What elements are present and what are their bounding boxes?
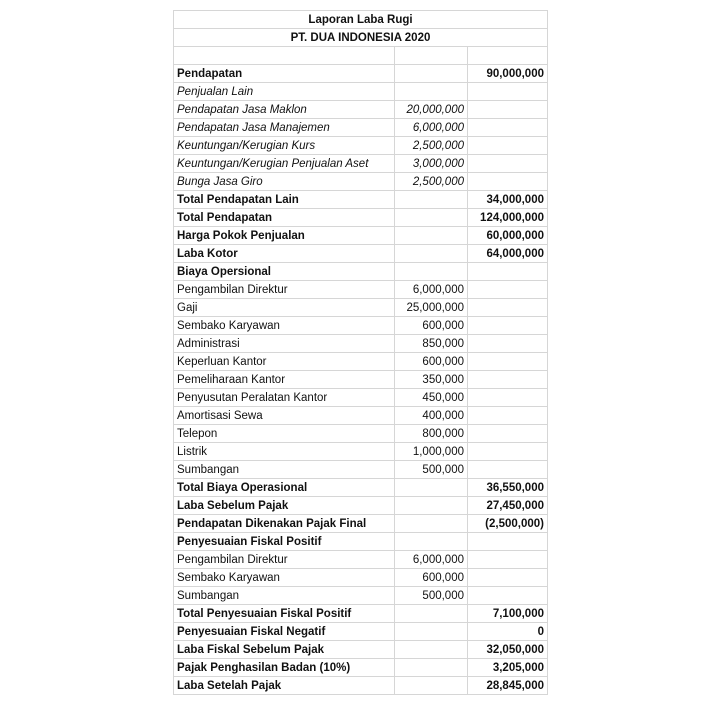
row-total xyxy=(468,425,548,443)
statement-row xyxy=(174,263,548,281)
statement-row xyxy=(174,101,548,119)
statement-row xyxy=(174,119,548,137)
row-label: Pendapatan Jasa Maklon xyxy=(174,101,395,119)
row-total: 3,205,000 xyxy=(468,659,548,677)
statement-row xyxy=(174,497,548,515)
row-total xyxy=(468,317,548,335)
row-subamount: 400,000 xyxy=(395,407,468,425)
row-subamount: 3,000,000 xyxy=(395,155,468,173)
row-total: 34,000,000 xyxy=(468,191,548,209)
row-subamount xyxy=(395,659,468,677)
row-subamount: 25,000,000 xyxy=(395,299,468,317)
row-total: 124,000,000 xyxy=(468,209,548,227)
row-label: Total Pendapatan Lain xyxy=(174,191,395,209)
row-label: Penyesuaian Fiskal Negatif xyxy=(174,623,395,641)
row-subamount: 6,000,000 xyxy=(395,119,468,137)
row-total xyxy=(468,299,548,317)
row-subamount xyxy=(395,533,468,551)
row-total: (2,500,000) xyxy=(468,515,548,533)
statement-row xyxy=(174,65,548,83)
row-total xyxy=(468,389,548,407)
row-label: Harga Pokok Penjualan xyxy=(174,227,395,245)
row-total xyxy=(468,173,548,191)
row-subamount: 500,000 xyxy=(395,461,468,479)
row-subamount xyxy=(395,605,468,623)
row-total: 32,050,000 xyxy=(468,641,548,659)
row-label: Sembako Karyawan xyxy=(174,569,395,587)
row-total xyxy=(468,335,548,353)
row-subamount xyxy=(395,191,468,209)
row-label: Pengambilan Direktur xyxy=(174,551,395,569)
row-label: Biaya Opersional xyxy=(174,263,395,281)
blank-row xyxy=(174,47,548,65)
row-label: Laba Setelah Pajak xyxy=(174,677,395,695)
row-label: Pajak Penghasilan Badan (10%) xyxy=(174,659,395,677)
row-total: 64,000,000 xyxy=(468,245,548,263)
row-subamount xyxy=(395,83,468,101)
statement-row xyxy=(174,533,548,551)
row-subamount: 600,000 xyxy=(395,569,468,587)
row-total xyxy=(468,137,548,155)
row-label: Pemeliharaan Kantor xyxy=(174,371,395,389)
row-label: Keperluan Kantor xyxy=(174,353,395,371)
row-label: Laba Fiskal Sebelum Pajak xyxy=(174,641,395,659)
row-total: 0 xyxy=(468,623,548,641)
row-total xyxy=(468,281,548,299)
income-statement-sheet xyxy=(173,10,548,695)
statement-row xyxy=(174,587,548,605)
row-subamount: 1,000,000 xyxy=(395,443,468,461)
row-subamount xyxy=(395,263,468,281)
row-label: Telepon xyxy=(174,425,395,443)
row-total xyxy=(468,407,548,425)
statement-row xyxy=(174,407,548,425)
statement-row xyxy=(174,479,548,497)
row-subamount: 600,000 xyxy=(395,317,468,335)
row-subamount: 350,000 xyxy=(395,371,468,389)
statement-row xyxy=(174,623,548,641)
row-label: Sumbangan xyxy=(174,587,395,605)
row-total xyxy=(468,101,548,119)
row-label: Sembako Karyawan xyxy=(174,317,395,335)
row-total xyxy=(468,461,548,479)
statement-row xyxy=(174,317,548,335)
row-total: 27,450,000 xyxy=(468,497,548,515)
row-total xyxy=(468,119,548,137)
row-label: Laba Sebelum Pajak xyxy=(174,497,395,515)
row-subamount: 6,000,000 xyxy=(395,281,468,299)
statement-row xyxy=(174,281,548,299)
blank-cell xyxy=(468,47,548,65)
statement-row xyxy=(174,389,548,407)
row-label: Total Biaya Operasional xyxy=(174,479,395,497)
statement-row xyxy=(174,173,548,191)
statement-row xyxy=(174,371,548,389)
row-subamount xyxy=(395,497,468,515)
statement-row xyxy=(174,659,548,677)
row-subamount xyxy=(395,227,468,245)
blank-cell xyxy=(395,47,468,65)
row-total xyxy=(468,533,548,551)
title-row xyxy=(174,11,548,29)
statement-row xyxy=(174,335,548,353)
report-title: Laporan Laba Rugi xyxy=(174,11,548,29)
statement-row xyxy=(174,83,548,101)
statement-row xyxy=(174,209,548,227)
row-subamount: 600,000 xyxy=(395,353,468,371)
row-subamount xyxy=(395,623,468,641)
statement-row xyxy=(174,299,548,317)
statement-row xyxy=(174,191,548,209)
row-total xyxy=(468,83,548,101)
row-subamount: 2,500,000 xyxy=(395,137,468,155)
row-subamount xyxy=(395,479,468,497)
row-subamount: 850,000 xyxy=(395,335,468,353)
row-subamount xyxy=(395,209,468,227)
row-subamount xyxy=(395,515,468,533)
row-subamount: 500,000 xyxy=(395,587,468,605)
statement-row xyxy=(174,245,548,263)
row-total xyxy=(468,371,548,389)
row-subamount: 800,000 xyxy=(395,425,468,443)
row-total: 7,100,000 xyxy=(468,605,548,623)
row-label: Administrasi xyxy=(174,335,395,353)
statement-row xyxy=(174,515,548,533)
statement-row xyxy=(174,425,548,443)
row-total xyxy=(468,443,548,461)
row-label: Total Penyesuaian Fiskal Positif xyxy=(174,605,395,623)
row-subamount: 2,500,000 xyxy=(395,173,468,191)
statement-row xyxy=(174,551,548,569)
row-label: Gaji xyxy=(174,299,395,317)
company-row xyxy=(174,29,548,47)
row-label: Total Pendapatan xyxy=(174,209,395,227)
row-label: Listrik xyxy=(174,443,395,461)
statement-row xyxy=(174,353,548,371)
row-subamount xyxy=(395,641,468,659)
statement-row xyxy=(174,641,548,659)
row-total xyxy=(468,263,548,281)
row-subamount xyxy=(395,245,468,263)
row-label: Pendapatan xyxy=(174,65,395,83)
row-total: 60,000,000 xyxy=(468,227,548,245)
row-label: Pendapatan Dikenakan Pajak Final xyxy=(174,515,395,533)
row-label: Penyusutan Peralatan Kantor xyxy=(174,389,395,407)
row-subamount xyxy=(395,65,468,83)
row-total xyxy=(468,353,548,371)
row-total: 90,000,000 xyxy=(468,65,548,83)
row-subamount: 20,000,000 xyxy=(395,101,468,119)
row-label: Amortisasi Sewa xyxy=(174,407,395,425)
row-total: 28,845,000 xyxy=(468,677,548,695)
row-label: Penjualan Lain xyxy=(174,83,395,101)
sheet-body xyxy=(174,11,548,695)
report-company: PT. DUA INDONESIA 2020 xyxy=(174,29,548,47)
row-total xyxy=(468,569,548,587)
row-label: Sumbangan xyxy=(174,461,395,479)
statement-row xyxy=(174,605,548,623)
row-label: Bunga Jasa Giro xyxy=(174,173,395,191)
statement-row xyxy=(174,155,548,173)
row-label: Penyesuaian Fiskal Positif xyxy=(174,533,395,551)
statement-row xyxy=(174,569,548,587)
statement-row xyxy=(174,227,548,245)
row-total xyxy=(468,551,548,569)
statement-row xyxy=(174,137,548,155)
row-total xyxy=(468,587,548,605)
row-label: Laba Kotor xyxy=(174,245,395,263)
row-total: 36,550,000 xyxy=(468,479,548,497)
row-label: Pengambilan Direktur xyxy=(174,281,395,299)
blank-cell xyxy=(174,47,395,65)
row-label: Keuntungan/Kerugian Kurs xyxy=(174,137,395,155)
row-total xyxy=(468,155,548,173)
statement-row xyxy=(174,461,548,479)
row-subamount: 450,000 xyxy=(395,389,468,407)
row-subamount: 6,000,000 xyxy=(395,551,468,569)
statement-row xyxy=(174,677,548,695)
row-label: Keuntungan/Kerugian Penjualan Aset xyxy=(174,155,395,173)
row-label: Pendapatan Jasa Manajemen xyxy=(174,119,395,137)
statement-row xyxy=(174,443,548,461)
row-subamount xyxy=(395,677,468,695)
